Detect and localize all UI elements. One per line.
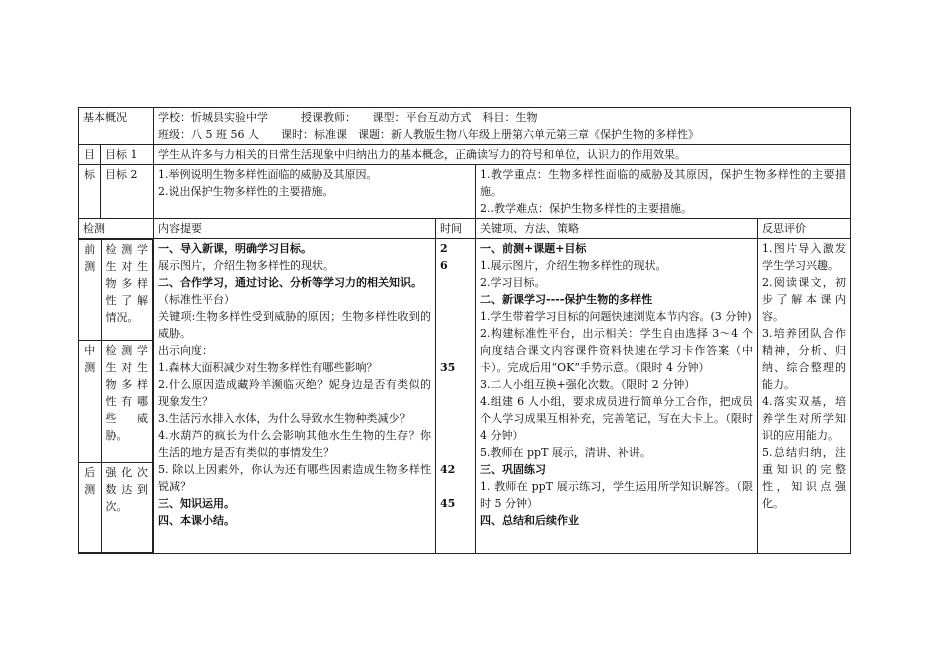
stage-row — [79, 341, 153, 463]
time-value: 35 — [440, 361, 456, 374]
goals-label-bottom: 标 — [79, 165, 101, 219]
content-item: 四、本课小结。 — [158, 514, 235, 527]
goal1-row — [79, 145, 851, 165]
header-detect: 检测 — [79, 219, 154, 239]
reflect-item: 5.总结归纳，注重知识的完整性，知识点强化。 — [762, 446, 847, 510]
time-value: 42 — [440, 463, 456, 476]
stage-desc: 强化次数达到次。 — [101, 463, 153, 553]
key-point-item: 1.教学重点：生物多样性面临的威胁及其原因，保护生物多样性的主要措施。 — [480, 168, 847, 198]
stages-cell — [79, 239, 154, 554]
method-item: 2.构建标准性平台，出示相关：学生自由选择 3～4 个向度结合课文内容课件资料快速在学习卡作答案（中卡）。完成后用“OK”手势示意。（限时 4 分钟） — [480, 327, 753, 374]
reflect-item: 2.阅读课文，初步了解本课内容。 — [762, 276, 847, 323]
goal2-items — [154, 165, 476, 219]
key-point-item: 2..教学难点：保护生物多样性的主要措施。 — [480, 202, 692, 215]
method-item: 5.教师在 ppT 展示，清讲、补讲。 — [480, 446, 651, 459]
method-item: 1.学生带着学习目标的问题快速浏览本节内容。(3 分钟) — [480, 310, 752, 323]
goal2-item: 2.说出保护生物多样性的主要措施。 — [158, 185, 334, 198]
method-item: 3.二人小组互换+强化次数。（限时 2 分钟） — [480, 378, 696, 391]
header-content: 内容提要 — [154, 219, 436, 239]
content-item: 2.什么原因造成藏羚羊濒临灭绝？妮身边是否有类似的现象发生？ — [158, 378, 431, 408]
stage-row — [79, 463, 153, 553]
stage-name: 前测 — [79, 240, 101, 341]
reflect-item: 4.落实双基，培养学生对所学知识的应用能力。 — [762, 395, 847, 442]
lesson-plan-table — [78, 107, 851, 554]
content-item: 5. 除以上因素外，你认为还有哪些因素造成生物多样性锐减？ — [158, 463, 431, 493]
method-item: 三、巩固练习 — [480, 463, 546, 476]
goal2-item: 1.举例说明生物多样性面临的威胁及其原因。 — [158, 168, 378, 181]
basic-info-row — [79, 108, 851, 145]
content-item: 展示图片，介绍生物多样性的现状。 — [158, 259, 334, 272]
content-item: （标准性平台） — [158, 293, 235, 306]
content-cell — [154, 239, 436, 554]
method-item: 1. 教师在 ppT 展示练习，学生运用所学知识解答。（限时 5 分钟） — [480, 480, 753, 510]
basic-info-line1: 学校：忻城县实验中学 授课教师： 课型：平台互动方式 科目：生物 — [158, 111, 538, 124]
goal2-row — [79, 165, 851, 219]
key-points — [476, 165, 851, 219]
goal1-label: 目标 1 — [101, 145, 154, 165]
stages-table — [79, 239, 153, 553]
header-method: 关键项、方法、策略 — [476, 219, 758, 239]
method-cell — [476, 239, 758, 554]
goals-label-top: 目 — [79, 145, 101, 165]
content-item: 三、知识运用。 — [158, 497, 235, 510]
basic-info-line2: 班级：八 5 班 56 人 课时：标准课 课题：新人教版生物八年级上册第六单元第三章《保护生物的多样性》 — [158, 128, 699, 141]
stage-name: 中测 — [79, 341, 101, 463]
content-item: 1.森林大面积减少对生物多样性有哪些影响？ — [158, 361, 378, 374]
stage-name: 后测 — [79, 463, 101, 553]
goal1-text: 学生从许多与力相关的日常生活现象中归纳出力的基本概念，正确读写力的符号和单位，认识力的作用效果。 — [154, 145, 851, 165]
content-item: 3.生活污水排入水体，为什么导致水生物种类减少？ — [158, 412, 411, 425]
method-item: 1.展示图片，介绍生物多样性的现状。 — [480, 259, 667, 272]
time-value: 2 — [440, 242, 448, 255]
goal2-label: 目标 2 — [101, 165, 154, 219]
time-value: 45 — [440, 497, 456, 510]
body-row — [79, 239, 851, 554]
time-value: 6 — [440, 259, 448, 272]
content-item: 一、导入新课，明确学习目标。 — [158, 242, 312, 255]
stage-desc: 检测学生对生物多样性了解情况。 — [101, 240, 153, 341]
reflect-item: 1.图片导入激发学生学习兴趣。 — [762, 242, 847, 272]
stage-row — [79, 240, 153, 341]
content-item: 出示向度： — [158, 344, 213, 357]
basic-info-content — [154, 108, 851, 145]
stage-desc: 检测学生对生物多样性有哪些威胁。 — [101, 341, 153, 463]
method-item: 二、新课学习----保护生物的多样性 — [480, 293, 653, 306]
content-item: 二、合作学习，通过讨论、分析等学习力的相关知识。 — [158, 276, 422, 289]
content-item: 关键项:生物多样性受到威胁的原因；生物多样性收到的威胁。 — [158, 310, 431, 340]
header-row — [79, 219, 851, 239]
time-cell — [436, 239, 476, 554]
reflect-item: 3.培养团队合作精神，分析、归纳、综合整理的能力。 — [762, 327, 847, 391]
method-item: 四、总结和后续作业 — [480, 514, 579, 527]
basic-info-label: 基本概况 — [79, 108, 154, 145]
content-item: 4.水葫芦的疯长为什么会影响其他水生生物的生存？你生活的地方是否有类似的事情发生？ — [158, 429, 431, 459]
method-item: 2.学习目标。 — [480, 276, 546, 289]
reflect-cell — [758, 239, 851, 554]
header-time: 时间 — [436, 219, 476, 239]
method-item: 4.组建 6 人小组，要求成员进行简单分工合作，把成员个人学习成果互相补充，完善笔记，写在大卡上。（限时 4 分钟） — [480, 395, 753, 442]
method-item: 一、前测+课题+目标 — [480, 242, 587, 255]
header-reflect: 反思评价 — [758, 219, 851, 239]
